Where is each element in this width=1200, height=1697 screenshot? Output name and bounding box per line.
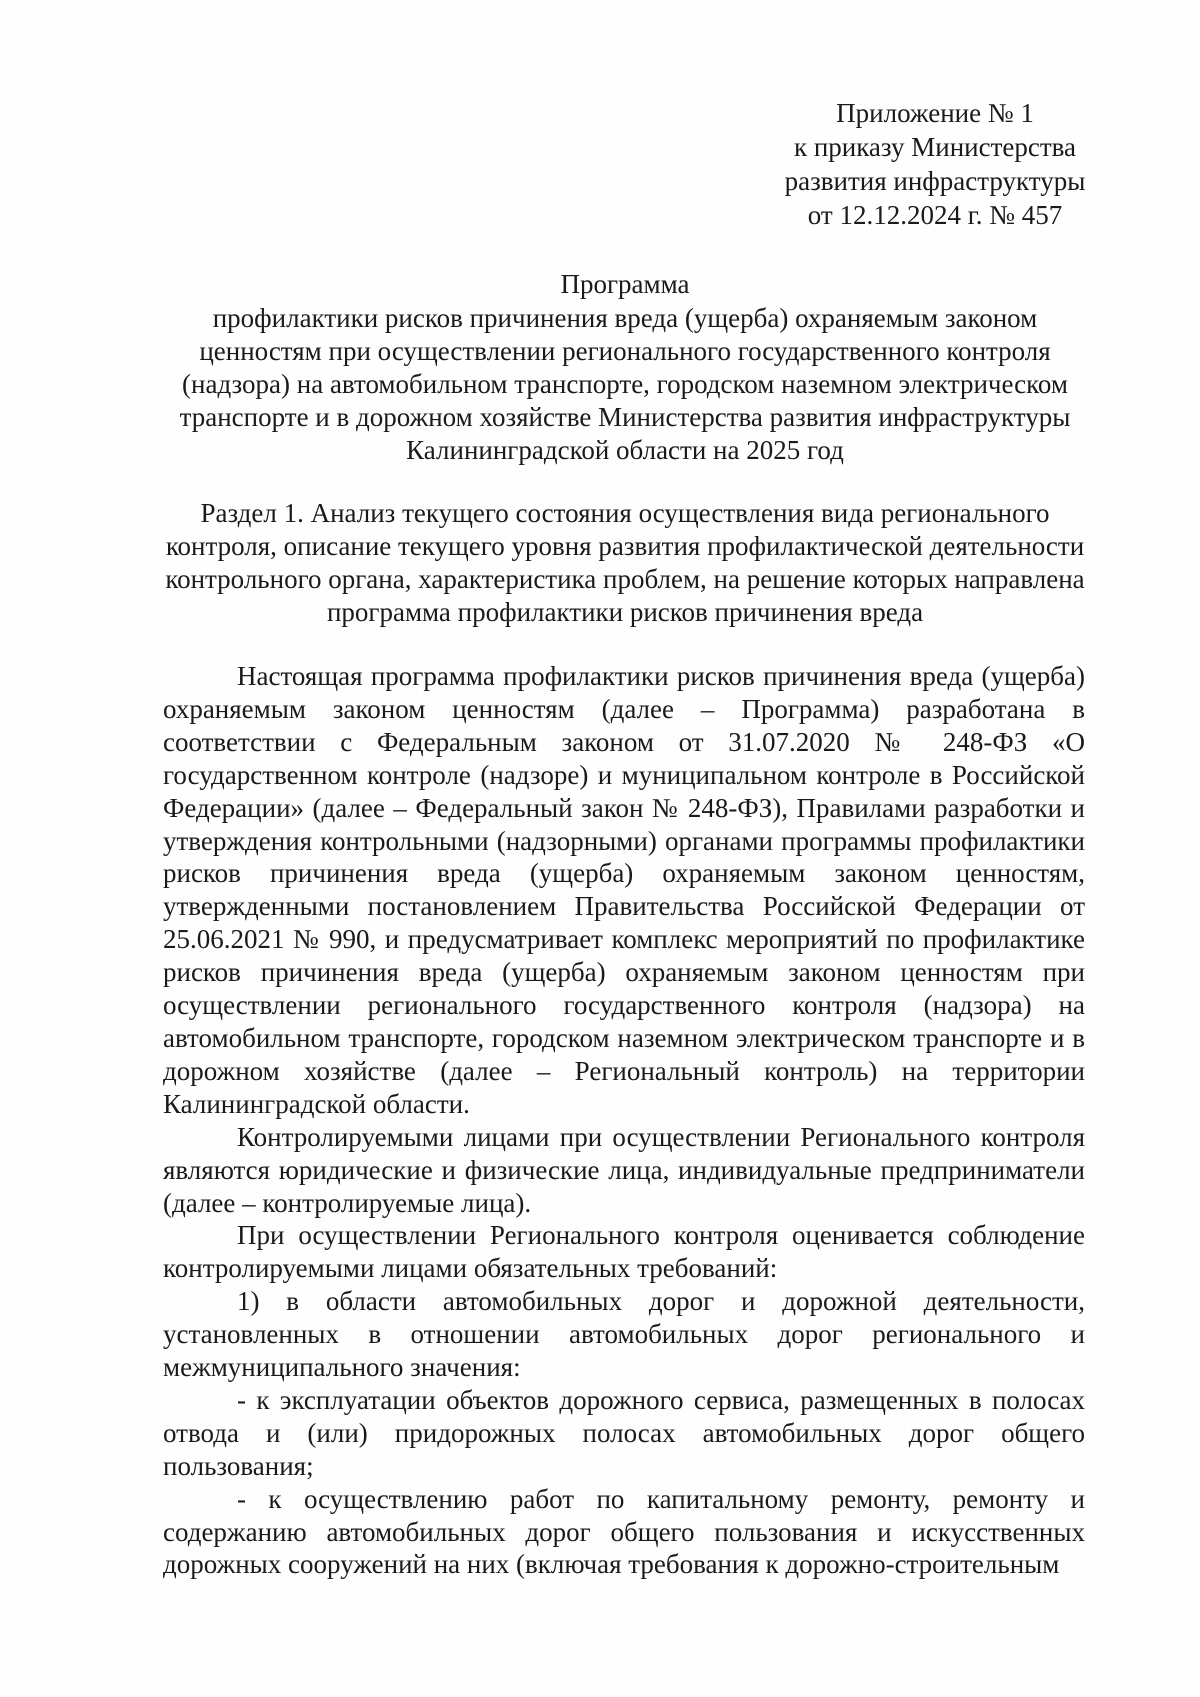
section-heading-line: Раздел 1. Анализ текущего состояния осуществления вида регионального	[200, 498, 1050, 528]
document-body	[163, 660, 1085, 1581]
section-heading-line: контроля, описание текущего уровня развития профилактической деятельности	[165, 531, 1085, 561]
program-title-block	[160, 268, 1090, 467]
program-subtitle-line: Калининградской области на 2025 год	[406, 435, 844, 465]
program-subtitle-line: (надзора) на автомобильном транспорте, городском наземном электрическом	[182, 369, 1068, 399]
program-subtitle-line: ценностям при осуществлении регионального государственного контроля	[199, 336, 1051, 366]
body-paragraph: Настоящая программа профилактики рисков причинения вреда (ущерба) охраняемым законом ценностям (далее – Программа) разработана в соответствии с Федеральным законом от 31.07.2020 № 248-ФЗ «О государственном контроле (надзоре) и муниципальном контроле в Российской Федерации» (далее – Федеральный закон № 248-ФЗ), Правилами разработки и утверждения контрольными (надзорными) органами программы профилактики рисков причинения вреда (ущерба) охраняемым законом ценностям, утвержденными постановлением Правительства Российской Федерации от 25.06.2021 № 990, и предусматривает комплекс мероприятий по профилактике рисков причинения вреда (ущерба) охраняемым законом ценностям при осуществлении регионального государственного контроля (надзора) на автомобильном транспорте, городском наземном электрическом транспорте и в дорожном хозяйстве (далее – Региональный контроль) на территории Калининградской области.	[163, 661, 1085, 1119]
appendix-line: от 12.12.2024 г. № 457	[807, 200, 1063, 230]
dash-item: - к эксплуатации объектов дорожного сервиса, размещенных в полосах отвода и (или) придорожных полосах автомобильных дорог общего пользования;	[163, 1384, 1085, 1481]
program-subtitle-line: профилактики рисков причинения вреда (ущерба) охраняемым законом	[212, 303, 1038, 333]
appendix-line: развития инфраструктуры	[784, 166, 1086, 196]
section-heading-line: контрольного органа, характеристика проблем, на решение которых направлена	[165, 564, 1085, 594]
appendix-line: к приказу Министерства	[793, 132, 1077, 162]
appendix-reference	[770, 96, 1100, 232]
body-paragraph: При осуществлении Регионального контроля оценивается соблюдение контролируемыми лицами обязательных требований:	[163, 1220, 1085, 1284]
appendix-line: Приложение № 1	[836, 98, 1034, 128]
list-item: 1) в области автомобильных дорог и дорожной деятельности, установленных в отношении автомобильных дорог регионального и межмуниципального значения:	[163, 1286, 1085, 1383]
body-paragraph: Контролируемыми лицами при осуществлении Регионального контроля являются юридические и физические лица, индивидуальные предприниматели (далее – контролируемые лица).	[163, 1121, 1085, 1218]
dash-item: - к осуществлению работ по капитальному ремонту, ремонту и содержанию автомобильных дорог общего пользования и искусственных дорожных сооружений на них (включая требования к дорожно-строительным	[163, 1483, 1085, 1580]
section-heading-line: программа профилактики рисков причинения вреда	[326, 597, 924, 627]
program-subtitle-line: транспорте и в дорожном хозяйстве Министерства развития инфраструктуры	[179, 402, 1071, 432]
section-heading	[160, 497, 1090, 629]
program-title: Программа	[560, 269, 690, 299]
